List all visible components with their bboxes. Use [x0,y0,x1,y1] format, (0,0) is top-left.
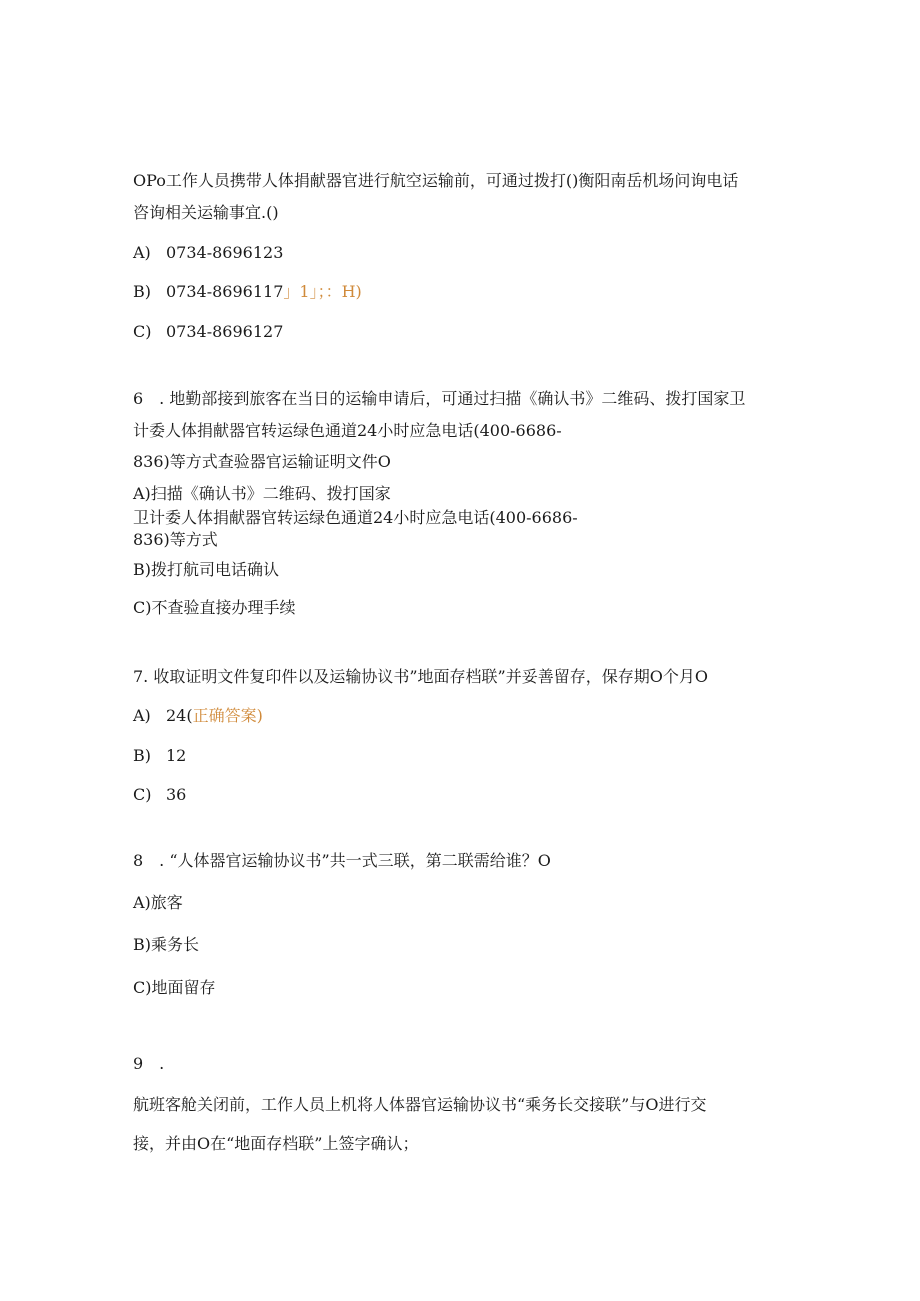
q7-option-c[interactable] [133,785,186,805]
option-text: 0734-8696123 [166,243,284,262]
q6-option-a-line1[interactable]: A)扫描《确认书》二维码、拨打国家 [133,484,391,503]
option-letter: C) [133,322,152,341]
q7-option-a[interactable] [133,706,263,726]
q5-stem-line1: OPo工作人员携带人体捐献器官进行航空运输前，可通过拨打()衡阳南岳机场问询电话 [133,171,739,190]
q5-option-c[interactable] [133,322,283,342]
q9-number: 9 . [133,1054,165,1073]
option-letter: A) [133,706,151,725]
option-text: 0734-8696117 [166,282,284,301]
q6-stem-line3: 836)等方式查验器官运输证明文件O [133,452,391,471]
q5-stem-line2: 咨询相关运输事宜.() [133,203,279,222]
q5-option-a[interactable] [133,243,283,263]
q8-option-b[interactable]: B)乘务长 [133,935,200,954]
q6-stem-line2: 计委人体捐献器官转运绿色通道24小时应急电话(400-6686- [133,421,562,440]
answer-mark: 」1」；：H) [283,282,362,301]
option-letter: B) [133,282,151,301]
q8-option-a[interactable]: A)旅客 [133,893,183,912]
option-letter: C) [133,785,152,804]
q7-stem-line1: 7. 收取证明文件复印件以及运输协议书”地面存档联”并妥善留存，保存期O个月O [133,667,708,686]
q6-option-c[interactable]: C)不查验直接办理手续 [133,598,296,617]
option-text: 12 [166,746,187,765]
q6-option-a-line2[interactable]: 卫计委人体捐献器官转运绿色通道24小时应急电话(400-6686- [133,508,578,527]
option-text: 0734-8696127 [166,322,284,341]
option-text: 36 [166,785,187,804]
q8-option-c[interactable]: C)地面留存 [133,978,216,997]
q6-option-a-line3[interactable]: 836)等方式 [133,530,218,549]
q7-option-b[interactable] [133,746,186,766]
option-letter: A) [133,243,151,262]
q8-stem-line1: 8 . “人体器官运输协议书”共一式三联，第二联需给谁？O [133,851,551,870]
q6-option-b[interactable]: B)拨打航司电话确认 [133,560,280,579]
answer-mark: 正确答案) [192,706,263,725]
option-text: 24( [166,706,193,725]
q9-stem-line2: 接，并由O在“地面存档联”上签字确认； [133,1134,419,1153]
q9-stem-line1: 航班客舱关闭前，工作人员上机将人体器官运输协议书“乘务长交接联”与O进行交 [133,1095,707,1114]
option-letter: B) [133,746,151,765]
q6-stem-line1: 6 . 地勤部接到旅客在当日的运输申请后，可通过扫描《确认书》二维码、拨打国家卫 [133,389,746,408]
q5-option-b[interactable] [133,282,362,302]
